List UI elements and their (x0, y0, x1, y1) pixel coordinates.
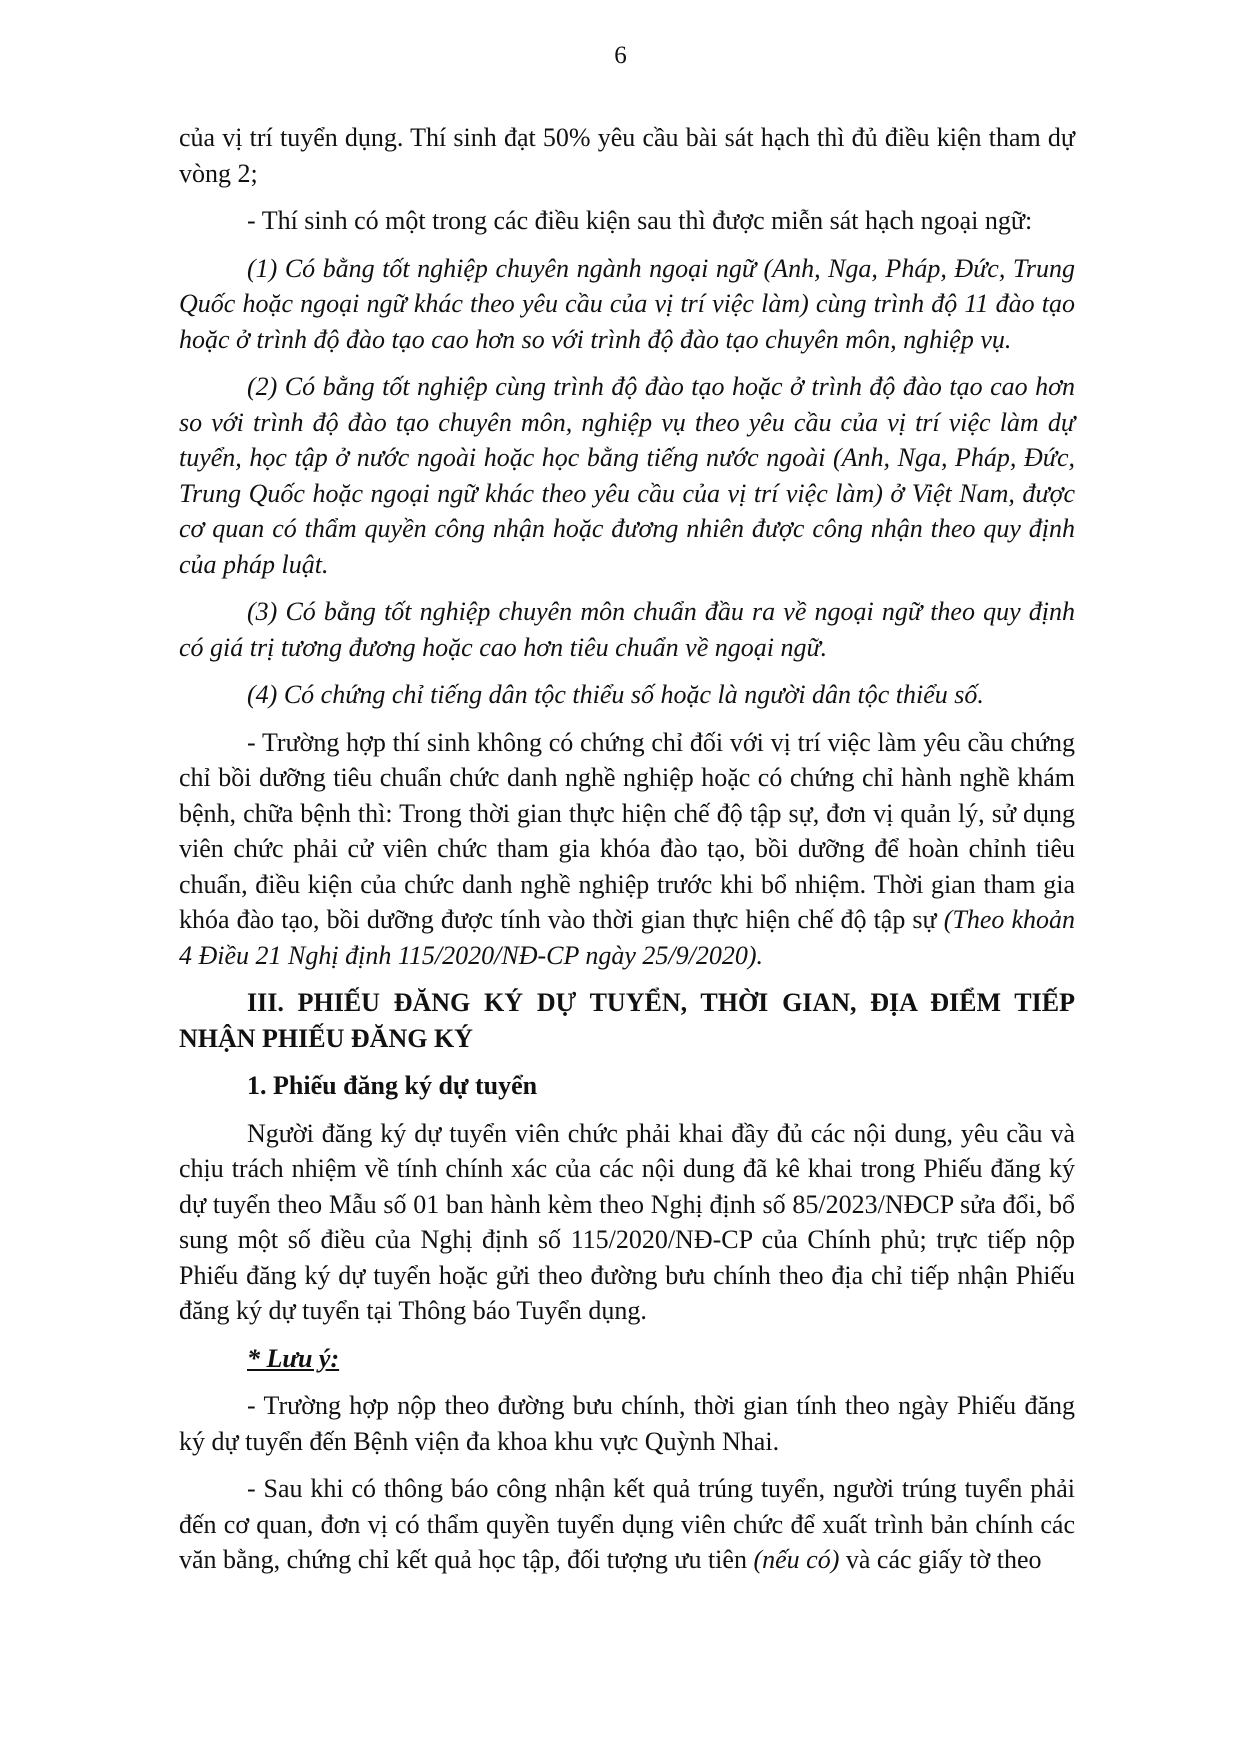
note-label: * Lưu ý: (247, 1343, 340, 1373)
paragraph-exemption-2: (2) Có bằng tốt nghiệp cùng trình độ đào tạo hoặc ở trình độ đào tạo cao hơn so với trình độ đào tạo chuyên môn, nghiệp vụ theo yêu cầu của vị trí việc làm dự tuyển, học tập ở nước ngoài hoặc học bằng tiếng nước ngoài (Anh, Nga, Pháp, Đức, Trung Quốc hoặc ngoại ngữ khác theo yêu cầu của vị trí việc làm) ở Việt Nam, được cơ quan có thẩm quyền công nhận hoặc đương nhiên được công nhận theo quy định của pháp luật. (179, 372, 1075, 579)
page-number: 6 (614, 42, 627, 69)
paragraph-exemption-3: (3) Có bằng tốt nghiệp chuyên môn chuẩn đầu ra về ngoại ngữ theo quy định có giá trị tương đương hoặc cao hơn tiêu chuẩn về ngoại ngữ. (179, 597, 1075, 662)
note-label-wrapper (179, 1341, 1075, 1377)
paragraph-exemption-4: (4) Có chứng chỉ tiếng dân tộc thiểu số hoặc là người dân tộc thiểu số. (247, 680, 984, 709)
paragraph-exam-condition: của vị trí tuyển dụng. Thí sinh đạt 50% yêu cầu bài sát hạch thì đủ điều kiện tham dự vòng 2; (179, 123, 1075, 188)
paragraph-exemption-intro: - Thí sinh có một trong các điều kiện sau thì được miễn sát hạch ngoại ngữ: (247, 206, 1033, 235)
certificate-case-text: - Trường hợp thí sinh không có chứng chỉ đối với vị trí việc làm yêu cầu chứng chỉ bồi dưỡng tiêu chuẩn chức danh nghề nghiệp hoặc có chứng chỉ hành nghề khám bệnh, chữa bệnh thì: Trong thời gian thực hiện chế độ tập sự, đơn vị quản lý, sử dụng viên chức phải cử viên chức tham gia khóa đào tạo, bồi dưỡng để hoàn chỉnh tiêu chuẩn, điều kiện của chức danh nghề nghiệp trước khi bổ nhiệm. Thời gian tham gia khóa đào tạo, bồi dưỡng được tính vào thời gian thực hiện chế độ tập sự (179, 727, 1075, 934)
paragraph-certificate-case (179, 725, 1075, 974)
paragraph-exemption-1: (1) Có bằng tốt nghiệp chuyên ngành ngoại ngữ (Anh, Nga, Pháp, Đức, Trung Quốc hoặc ngoại ngữ khác theo yêu cầu của vị trí việc làm) cùng trình độ 11 đào tạo hoặc ở trình độ đào tạo cao hơn so với trình độ đào tạo chuyên môn, nghiệp vụ. (179, 253, 1075, 354)
if-any-note: (nếu có) (753, 1545, 840, 1574)
document-body (179, 120, 1075, 1590)
paragraph-registration-form: Người đăng ký dự tuyển viên chức phải khai đầy đủ các nội dung, yêu cầu và chịu trách nhiệm về tính chính xác của các nội dung đã kê khai trong Phiếu đăng ký dự tuyển theo Mẫu số 01 ban hành kèm theo Nghị định số 85/2023/NĐCP sửa đổi, bổ sung một số điều của Nghị định số 115/2020/NĐ-CP của Chính phủ; trực tiếp nộp Phiếu đăng ký dự tuyển hoặc gửi theo đường bưu chính theo địa chỉ tiếp nhận Phiếu đăng ký dự tuyển tại Thông báo Tuyển dụng. (179, 1118, 1075, 1325)
paragraph-after-result (179, 1471, 1075, 1578)
after-result-text: - Sau khi có thông báo công nhận kết quả trúng tuyển, người trúng tuyển phải đến cơ quan, đơn vị có thẩm quyền tuyển dụng viên chức để xuất trình bản chính các văn bằng, chứng chỉ kết quả học tập, đối tượng ưu tiên (179, 1474, 1075, 1574)
subsection-heading: 1. Phiếu đăng ký dự tuyển (247, 1071, 538, 1100)
after-result-tail: và các giấy tờ theo (839, 1545, 1042, 1574)
section-heading: III. PHIẾU ĐĂNG KÝ DỰ TUYỂN, THỜI GIAN, ĐỊA ĐIỂM TIẾP NHẬN PHIẾU ĐĂNG KÝ (179, 988, 1075, 1053)
paragraph-postal-note: - Trường hợp nộp theo đường bưu chính, thời gian tính theo ngày Phiếu đăng ký dự tuyển đến Bệnh viện đa khoa khu vực Quỳnh Nhai. (179, 1391, 1075, 1456)
legal-citation: (Theo khoản 4 Điều 21 Nghị định 115/2020/NĐ-CP ngày 25/9/2020). (179, 905, 1075, 970)
